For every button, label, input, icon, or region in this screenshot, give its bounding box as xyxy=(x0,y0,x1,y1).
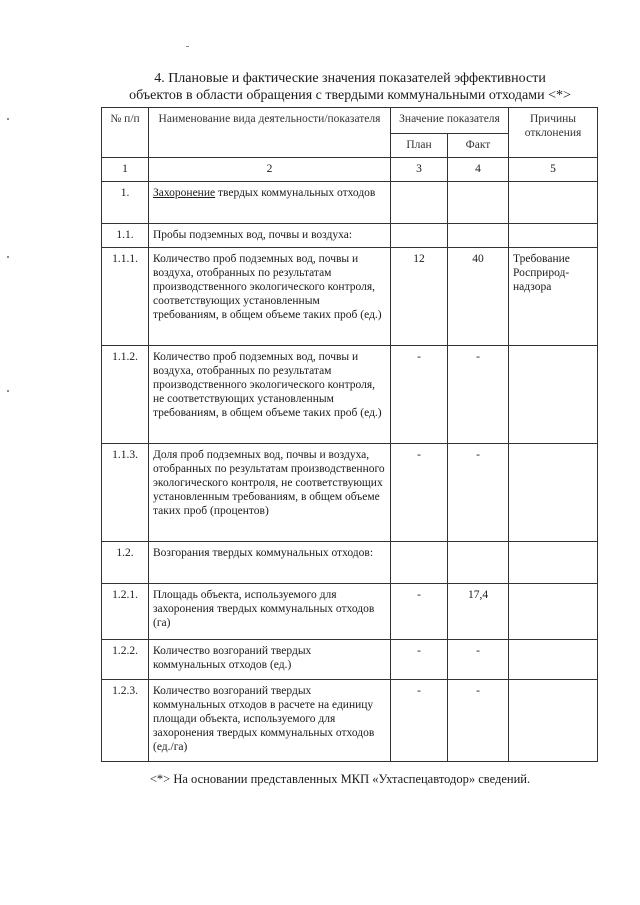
header-value: Значение показателя xyxy=(391,108,509,134)
row-name xyxy=(149,182,391,224)
row-fact: 40 xyxy=(448,248,509,346)
row-num: 1. xyxy=(102,182,149,224)
row-fact xyxy=(448,182,509,224)
row-name: Возгорания твердых коммунальных отходов: xyxy=(149,542,391,584)
row-num: 1.1.1. xyxy=(102,248,149,346)
scan-dot xyxy=(7,256,9,258)
row-reason xyxy=(509,182,598,224)
row-plan xyxy=(391,182,448,224)
row-name: Количество проб подземных вод, почвы и воздуха, отобранных по результатам производственного экологического контроля, не соответствующих установленным требованиям, в общем объеме таких проб (ед.) xyxy=(149,346,391,444)
scan-mark xyxy=(186,46,189,47)
table-row xyxy=(102,248,598,346)
row-num: 1.2.2. xyxy=(102,640,149,680)
header-reasons: Причины отклонения xyxy=(509,108,598,158)
row-num: 1.1.2. xyxy=(102,346,149,444)
row-reason xyxy=(509,542,598,584)
table-row xyxy=(102,182,598,224)
row-fact xyxy=(448,542,509,584)
header-row xyxy=(102,108,598,134)
scan-dot xyxy=(7,118,9,120)
scan-dot xyxy=(7,390,9,392)
col-number: 2 xyxy=(149,158,391,182)
row-plan: - xyxy=(391,444,448,542)
row-plan: 12 xyxy=(391,248,448,346)
row-num: 1.1. xyxy=(102,224,149,248)
row-plan xyxy=(391,224,448,248)
row-name: Количество возгораний твердых коммунальных отходов в расчете на единицу площади объекта, используемого для захоронения твердых коммунальных отходов (ед./га) xyxy=(149,680,391,762)
row-plan xyxy=(391,542,448,584)
row-num: 1.2.3. xyxy=(102,680,149,762)
row-reason xyxy=(509,640,598,680)
column-number-row xyxy=(102,158,598,182)
table-row xyxy=(102,224,598,248)
table-row xyxy=(102,640,598,680)
row-fact xyxy=(448,224,509,248)
row-name: Пробы подземных вод, почвы и воздуха: xyxy=(149,224,391,248)
row-name: Доля проб подземных вод, почвы и воздуха, отобранных по результатам производственного экологического контроля, не соответствующих установленным требованиям, в общем объеме таких проб (процентов) xyxy=(149,444,391,542)
table-row xyxy=(102,542,598,584)
row-fact: - xyxy=(448,444,509,542)
table-row xyxy=(102,346,598,444)
row-reason: Требование Росприрод-надзора xyxy=(509,248,598,346)
row-reason xyxy=(509,680,598,762)
row-plan: - xyxy=(391,680,448,762)
col-number: 4 xyxy=(448,158,509,182)
row-name-rest: твердых коммунальных отходов xyxy=(215,187,376,199)
row-name: Площадь объекта, используемого для захоронения твердых коммунальных отходов (га) xyxy=(149,584,391,640)
header-num: № п/п xyxy=(102,108,149,158)
header-fact: Факт xyxy=(448,134,509,158)
row-fact: 17,4 xyxy=(448,584,509,640)
row-name-underlined: Захоронение xyxy=(153,187,216,199)
title-line-1: 4. Плановые и фактические значения показателей эффективности xyxy=(154,71,546,86)
indicators-table xyxy=(101,107,598,762)
row-reason xyxy=(509,444,598,542)
header-name: Наименование вида деятельности/показателя xyxy=(149,108,391,158)
table-row xyxy=(102,444,598,542)
row-name: Количество проб подземных вод, почвы и воздуха, отобранных по результатам производственного экологического контроля, соответствующих установленным требованиям, в общем объеме таких проб (ед.) xyxy=(149,248,391,346)
row-fact: - xyxy=(448,346,509,444)
row-plan: - xyxy=(391,584,448,640)
row-fact: - xyxy=(448,640,509,680)
row-num: 1.2. xyxy=(102,542,149,584)
row-plan: - xyxy=(391,346,448,444)
section-title xyxy=(100,70,600,104)
row-reason xyxy=(509,224,598,248)
footnote: <*> На основании представленных МКП «Ухтаспецавтодор» сведений. xyxy=(149,772,531,786)
row-reason xyxy=(509,346,598,444)
table-row xyxy=(102,680,598,762)
table-row xyxy=(102,584,598,640)
row-num: 1.1.3. xyxy=(102,444,149,542)
row-plan: - xyxy=(391,640,448,680)
header-plan: План xyxy=(391,134,448,158)
row-name: Количество возгораний твердых коммунальных отходов (ед.) xyxy=(149,640,391,680)
col-number: 1 xyxy=(102,158,149,182)
col-number: 3 xyxy=(391,158,448,182)
row-num: 1.2.1. xyxy=(102,584,149,640)
row-reason xyxy=(509,584,598,640)
title-line-2: объектов в области обращения с твердыми коммунальными отходами <*> xyxy=(129,88,571,103)
row-fact: - xyxy=(448,680,509,762)
col-number: 5 xyxy=(509,158,598,182)
